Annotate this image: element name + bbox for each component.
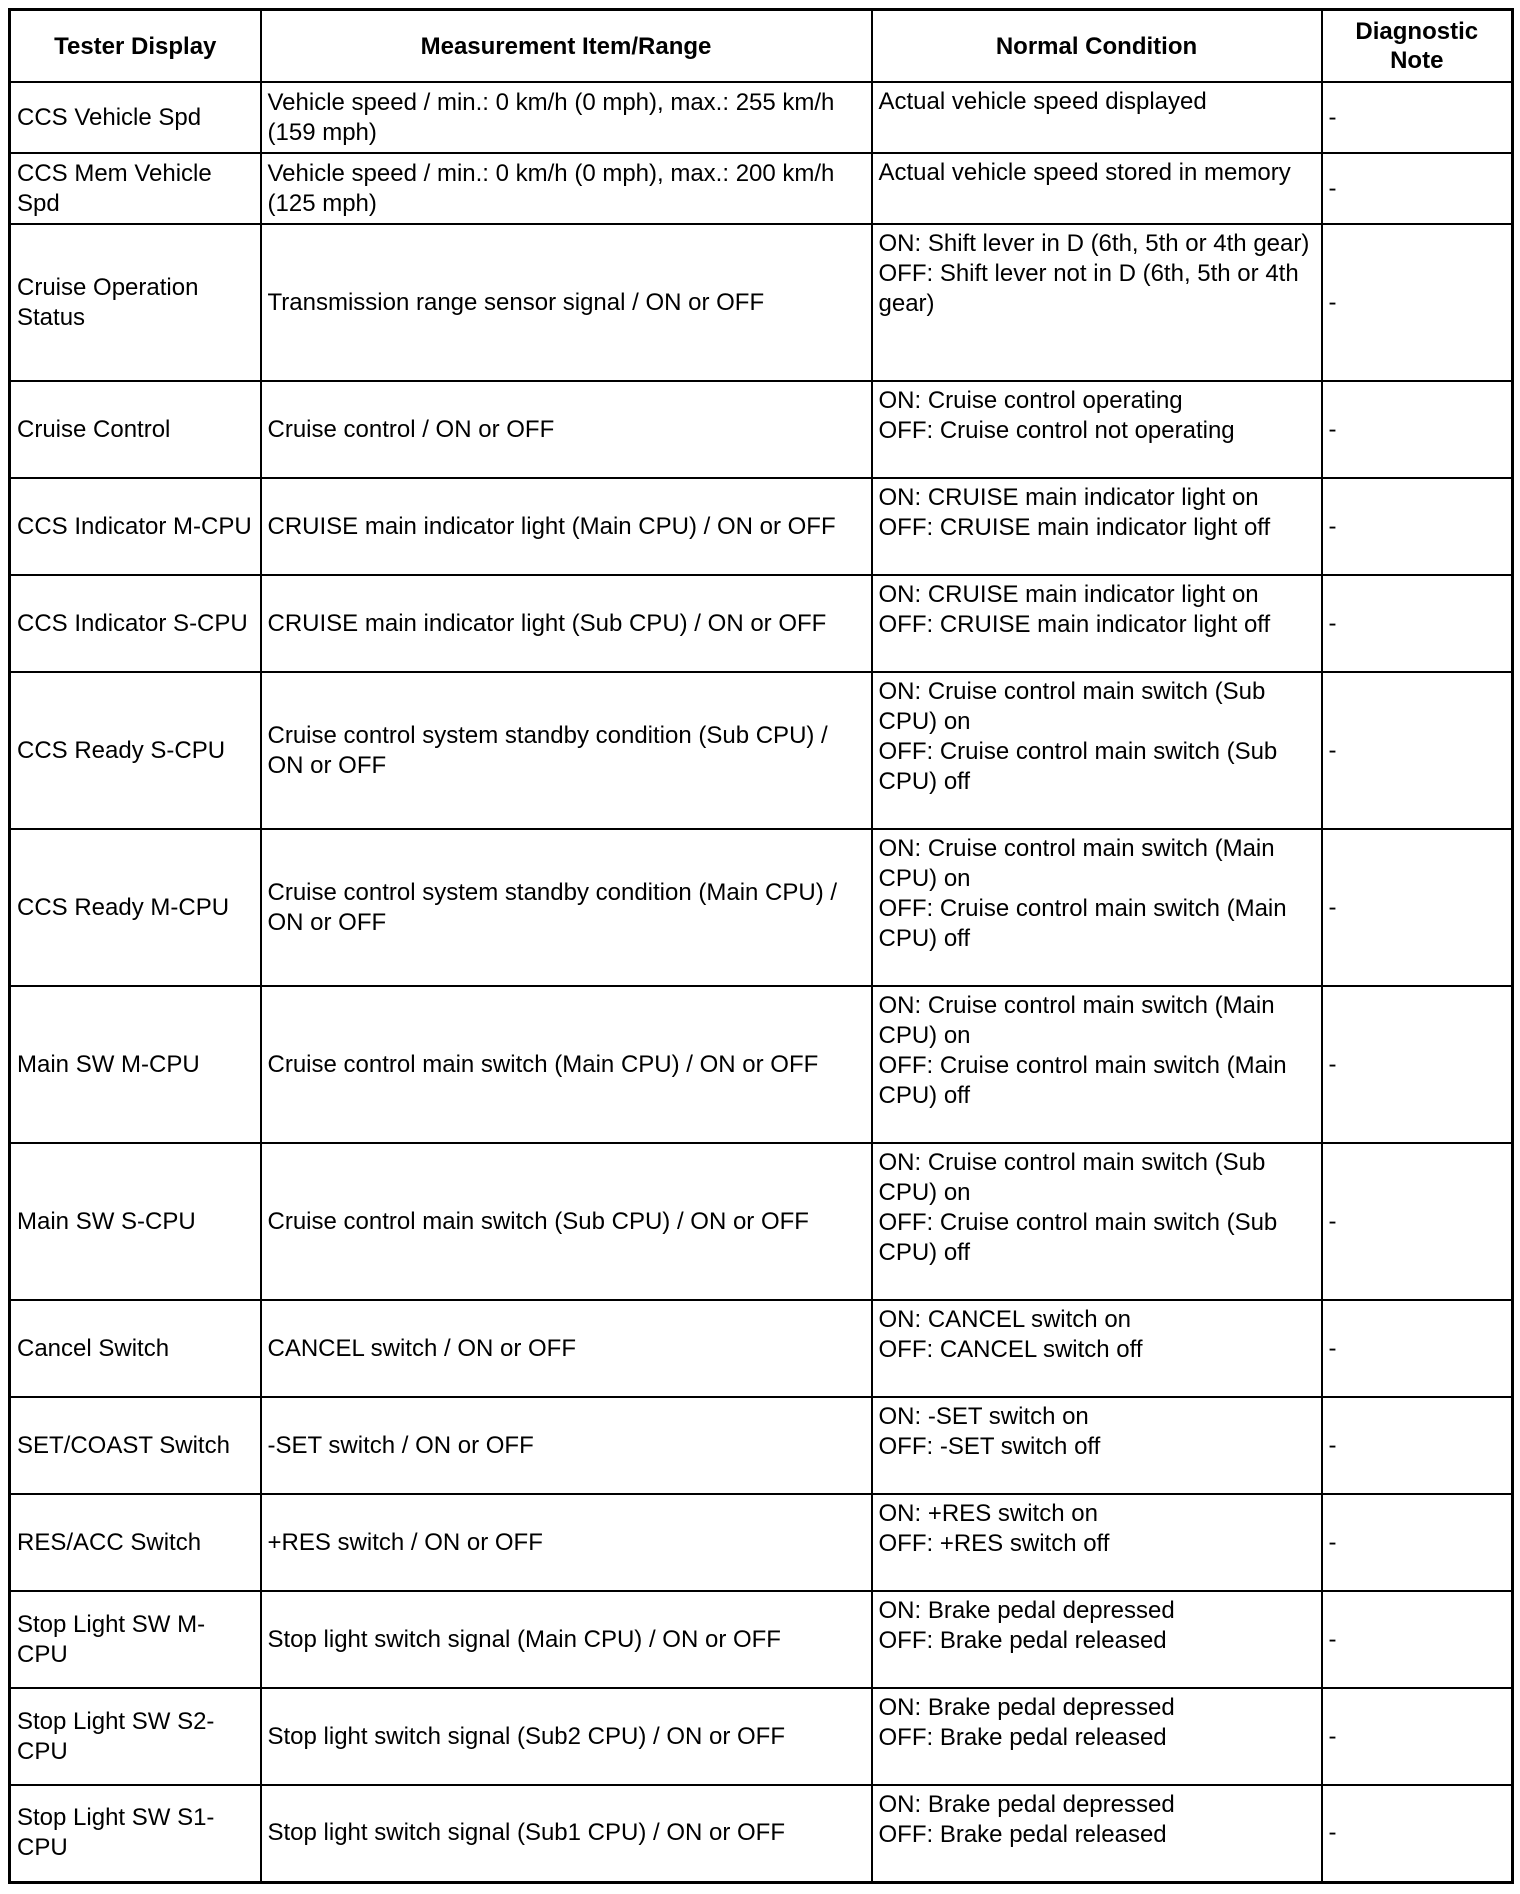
- normal-condition-cell: [872, 672, 1322, 829]
- normal-condition-cell: [872, 986, 1322, 1143]
- header-tester-display: Tester Display: [10, 10, 261, 83]
- diagnostic-note-cell: -: [1322, 575, 1513, 672]
- condition-text: Actual vehicle speed stored in memory: [878, 159, 1291, 186]
- table-row: [10, 381, 1513, 478]
- table-row: [10, 224, 1513, 381]
- diagnostic-note-cell: -: [1322, 1494, 1513, 1591]
- condition-on-text: ON: Shift lever in D (6th, 5th or 4th gear): [878, 230, 1310, 257]
- condition-off-text: OFF: Cruise control main switch (Main CPU) off: [878, 1052, 1287, 1109]
- diagnostic-note-cell: -: [1322, 672, 1513, 829]
- diagnostic-note-cell: -: [1322, 224, 1513, 381]
- condition-on-text: ON: Brake pedal depressed: [878, 1597, 1175, 1624]
- table-row: [10, 575, 1513, 672]
- tester-display-cell: CCS Vehicle Spd: [10, 82, 261, 153]
- table-row: [10, 672, 1513, 829]
- table-row: [10, 1300, 1513, 1397]
- measurement-cell: Cruise control system standby condition (Sub CPU) / ON or OFF: [261, 672, 872, 829]
- condition-on-text: ON: CANCEL switch on: [878, 1306, 1132, 1333]
- normal-condition-cell: [872, 1300, 1322, 1397]
- measurement-cell: Cruise control system standby condition (Main CPU) / ON or OFF: [261, 829, 872, 986]
- tester-display-cell: Stop Light SW S2-CPU: [10, 1688, 261, 1785]
- normal-condition-cell: [872, 1591, 1322, 1688]
- condition-on-text: ON: Cruise control main switch (Main CPU) on: [878, 992, 1275, 1049]
- condition-off-text: OFF: CRUISE main indicator light off: [878, 611, 1271, 638]
- document-page: [8, 8, 1511, 1884]
- tester-display-cell: Cruise Control: [10, 381, 261, 478]
- condition-on-text: ON: Cruise control main switch (Main CPU) on: [878, 835, 1275, 892]
- table-row: [10, 1397, 1513, 1494]
- table-row: [10, 153, 1513, 224]
- measurement-cell: Stop light switch signal (Main CPU) / ON or OFF: [261, 1591, 872, 1688]
- condition-off-text: OFF: Brake pedal released: [878, 1627, 1167, 1654]
- measurement-cell: +RES switch / ON or OFF: [261, 1494, 872, 1591]
- diagnostic-note-cell: -: [1322, 1397, 1513, 1494]
- condition-on-text: ON: -SET switch on: [878, 1403, 1089, 1430]
- condition-on-text: ON: Cruise control operating: [878, 387, 1183, 414]
- measurement-cell: Stop light switch signal (Sub2 CPU) / ON or OFF: [261, 1688, 872, 1785]
- diagnostic-note-cell: -: [1322, 153, 1513, 224]
- diagnostic-note-cell: -: [1322, 1591, 1513, 1688]
- condition-on-text: ON: Cruise control main switch (Sub CPU) on: [878, 1149, 1266, 1206]
- condition-off-text: OFF: Cruise control main switch (Sub CPU) off: [878, 1209, 1278, 1266]
- data-monitor-table: [8, 8, 1514, 1884]
- normal-condition-cell: [872, 1143, 1322, 1300]
- diagnostic-note-cell: -: [1322, 1688, 1513, 1785]
- header-measurement: Measurement Item/Range: [261, 10, 872, 83]
- diagnostic-note-cell: -: [1322, 986, 1513, 1143]
- condition-off-text: OFF: Cruise control not operating: [878, 417, 1235, 444]
- normal-condition-cell: [872, 381, 1322, 478]
- condition-off-text: OFF: CRUISE main indicator light off: [878, 514, 1271, 541]
- condition-off-text: OFF: +RES switch off: [878, 1530, 1110, 1557]
- normal-condition-cell: [872, 575, 1322, 672]
- tester-display-cell: Cancel Switch: [10, 1300, 261, 1397]
- measurement-cell: Cruise control / ON or OFF: [261, 381, 872, 478]
- condition-off-text: OFF: -SET switch off: [878, 1433, 1101, 1460]
- tester-display-cell: Stop Light SW S1-CPU: [10, 1785, 261, 1882]
- tester-display-cell: CCS Indicator M-CPU: [10, 478, 261, 575]
- condition-off-text: OFF: Brake pedal released: [878, 1821, 1167, 1848]
- tester-display-cell: RES/ACC Switch: [10, 1494, 261, 1591]
- tester-display-cell: Stop Light SW M-CPU: [10, 1591, 261, 1688]
- condition-off-text: OFF: Shift lever not in D (6th, 5th or 4th gear): [878, 260, 1299, 317]
- measurement-cell: -SET switch / ON or OFF: [261, 1397, 872, 1494]
- measurement-cell: Vehicle speed / min.: 0 km/h (0 mph), max.: 255 km/h (159 mph): [261, 82, 872, 153]
- table-row: [10, 1688, 1513, 1785]
- measurement-cell: Transmission range sensor signal / ON or OFF: [261, 224, 872, 381]
- table-row: [10, 1591, 1513, 1688]
- table-row: [10, 1143, 1513, 1300]
- normal-condition-cell: [872, 1397, 1322, 1494]
- diagnostic-note-cell: -: [1322, 478, 1513, 575]
- diagnostic-note-cell: -: [1322, 1143, 1513, 1300]
- measurement-cell: Cruise control main switch (Sub CPU) / ON or OFF: [261, 1143, 872, 1300]
- tester-display-cell: Main SW M-CPU: [10, 986, 261, 1143]
- normal-condition-cell: [872, 224, 1322, 381]
- tester-display-cell: CCS Mem Vehicle Spd: [10, 153, 261, 224]
- normal-condition-cell: [872, 1494, 1322, 1591]
- measurement-cell: CANCEL switch / ON or OFF: [261, 1300, 872, 1397]
- table-row: [10, 478, 1513, 575]
- header-diagnostic-note: Diagnostic Note: [1322, 10, 1513, 83]
- measurement-cell: Stop light switch signal (Sub1 CPU) / ON or OFF: [261, 1785, 872, 1882]
- header-normal-condition: Normal Condition: [872, 10, 1322, 83]
- diagnostic-note-cell: -: [1322, 1300, 1513, 1397]
- measurement-cell: CRUISE main indicator light (Sub CPU) / ON or OFF: [261, 575, 872, 672]
- table-row: [10, 1494, 1513, 1591]
- condition-on-text: ON: CRUISE main indicator light on: [878, 581, 1259, 608]
- tester-display-cell: Main SW S-CPU: [10, 1143, 261, 1300]
- condition-off-text: OFF: Brake pedal released: [878, 1724, 1167, 1751]
- diagnostic-note-cell: -: [1322, 82, 1513, 153]
- tester-display-cell: SET/COAST Switch: [10, 1397, 261, 1494]
- diagnostic-note-cell: -: [1322, 1785, 1513, 1882]
- normal-condition-cell: [872, 82, 1322, 153]
- header-row: [10, 10, 1513, 83]
- condition-text: Actual vehicle speed displayed: [878, 88, 1207, 115]
- normal-condition-cell: [872, 1688, 1322, 1785]
- table-row: [10, 1785, 1513, 1882]
- condition-on-text: ON: CRUISE main indicator light on: [878, 484, 1259, 511]
- condition-on-text: ON: +RES switch on: [878, 1500, 1098, 1527]
- tester-display-cell: Cruise Operation Status: [10, 224, 261, 381]
- table-row: [10, 829, 1513, 986]
- tester-display-cell: CCS Ready M-CPU: [10, 829, 261, 986]
- table-row: [10, 986, 1513, 1143]
- diagnostic-note-cell: -: [1322, 381, 1513, 478]
- condition-on-text: ON: Brake pedal depressed: [878, 1694, 1175, 1721]
- normal-condition-cell: [872, 478, 1322, 575]
- measurement-cell: Vehicle speed / min.: 0 km/h (0 mph), max.: 200 km/h (125 mph): [261, 153, 872, 224]
- condition-on-text: ON: Brake pedal depressed: [878, 1791, 1175, 1818]
- condition-off-text: OFF: Cruise control main switch (Main CPU) off: [878, 895, 1287, 952]
- diagnostic-note-cell: -: [1322, 829, 1513, 986]
- condition-off-text: OFF: CANCEL switch off: [878, 1336, 1143, 1363]
- normal-condition-cell: [872, 1785, 1322, 1882]
- tester-display-cell: CCS Ready S-CPU: [10, 672, 261, 829]
- condition-off-text: OFF: Cruise control main switch (Sub CPU) off: [878, 738, 1278, 795]
- table-row: [10, 82, 1513, 153]
- condition-on-text: ON: Cruise control main switch (Sub CPU) on: [878, 678, 1266, 735]
- tester-display-cell: CCS Indicator S-CPU: [10, 575, 261, 672]
- normal-condition-cell: [872, 829, 1322, 986]
- measurement-cell: Cruise control main switch (Main CPU) / ON or OFF: [261, 986, 872, 1143]
- measurement-cell: CRUISE main indicator light (Main CPU) / ON or OFF: [261, 478, 872, 575]
- normal-condition-cell: [872, 153, 1322, 224]
